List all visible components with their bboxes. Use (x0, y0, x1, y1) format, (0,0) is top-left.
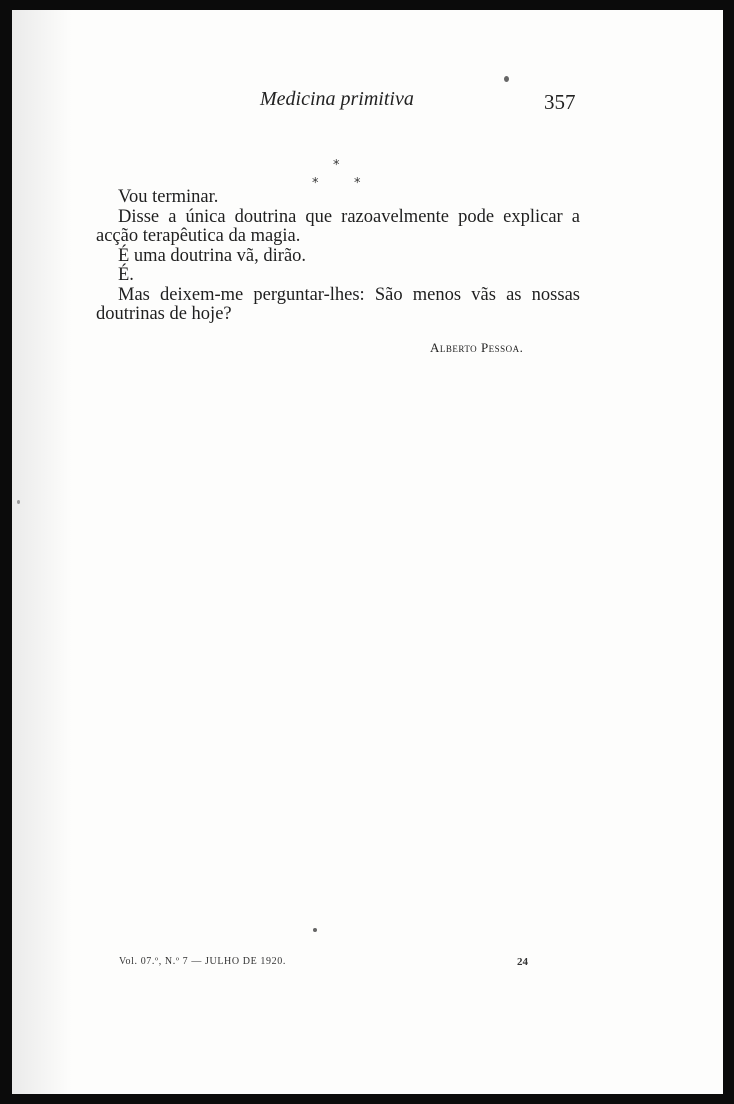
body-text (96, 188, 580, 325)
paper-sheet (12, 10, 723, 1094)
ink-speck (504, 76, 509, 82)
paragraph: Vou terminar. (118, 187, 219, 207)
paragraph: É. (118, 265, 134, 285)
asterism-star-top: * (333, 158, 340, 173)
author-signature (430, 340, 523, 356)
footer-signature-mark: 24 (517, 956, 528, 968)
paragraph: Disse a única doutrina que razoavelmente pode explicar a acção terapêutica da magia. (96, 206, 580, 246)
asterism-star-right: * (354, 176, 361, 191)
ink-speck (17, 500, 20, 504)
running-title: Medicina primitiva (260, 88, 414, 110)
asterism-star-left: * (312, 176, 319, 191)
page-number: 357 (544, 90, 576, 114)
paragraph: Mas deixem-me perguntar-lhes: São menos vãs as nossas doutrinas de hoje? (96, 284, 580, 324)
author-last-name: Pessoa. (480, 340, 524, 355)
author-first-name: Alberto (430, 340, 478, 355)
paragraph: É uma doutrina vã, dirão. (118, 245, 307, 266)
ink-speck (313, 928, 317, 932)
footer-volume-info: Vol. 07.º, N.º 7 — JULHO DE 1920. (119, 956, 286, 967)
